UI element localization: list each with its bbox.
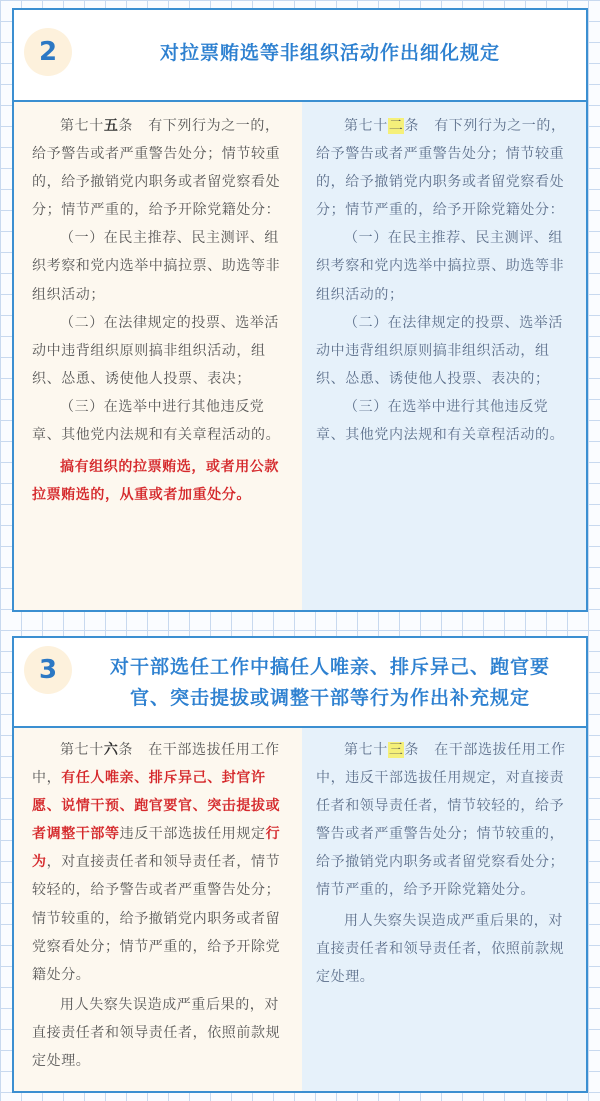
- article-label: 第七十: [60, 118, 104, 134]
- section-2: [12, 8, 588, 612]
- clause-3: （三）在选举中进行其他违反党章、其他党内法规和有关章程活动的。: [32, 398, 281, 444]
- section-title-line-2: 官、突击提拔或调整干部等行为作出补充规定: [129, 687, 530, 709]
- article-label-suffix: 条: [118, 118, 134, 134]
- article-number-highlight: 三: [388, 742, 404, 758]
- section-title: 对拉票贿选等非组织活动作出细化规定: [159, 42, 500, 64]
- article-number: 六: [103, 742, 119, 758]
- clause-2: （二）在法律规定的投票、选举活动中违背组织原则搞非组织活动，组织、怂恿、诱使他人投票、表决的；: [316, 314, 563, 387]
- article-paragraph-2: 用人失察失误造成严重后果的，对直接责任者和领导责任者，依照前款规定处理。: [316, 912, 565, 985]
- article-label-suffix: 条: [404, 118, 420, 134]
- section-number-badge: 3: [24, 646, 72, 694]
- section-number-badge: 2: [24, 28, 72, 76]
- added-text-highlight: 有任人唯亲、排斥异己、封官许愿、说情干预、跑官要官、突击提拔或者调整干部等: [32, 770, 281, 843]
- old-article-column: [302, 102, 586, 610]
- section-3-header: [14, 638, 586, 728]
- section-title-line-1: 对干部选任工作中搞任人唯亲、排斥异己、跑官要: [109, 656, 550, 678]
- article-text: ，对直接责任者和领导责任者，情节较轻的，给予警告或者严重警告处分；情节较重的，给予撤销党内职务或者留党察看处分；情节严重的，给予开除党籍处分。: [32, 854, 281, 983]
- article-paragraph: [316, 736, 574, 905]
- clause-2: （二）在法律规定的投票、选举活动中违背组织原则搞非组织活动，组织、怂恿、诱使他人投票、表决；: [32, 314, 279, 387]
- article-text: 在干部选拔任用工作中，违反干部选拔任用规定，对直接责任者和领导责任者，情节较轻的，给予警告或者严重警告处分；情节较重的，给予撤销党内职务或者留党察看处分；情节严重的，给予开除党籍处分。: [316, 742, 566, 899]
- article-text: 违反干部选拔任用规定: [119, 826, 266, 843]
- article-paragraph: [32, 112, 292, 224]
- article-label-suffix: 条: [404, 742, 420, 758]
- clause-1: （一）在民主推荐、民主测评、组织考察和党内选举中搞拉票、助选等非组织活动；: [32, 230, 281, 303]
- article-paragraph-2: 用人失察失误造成严重后果的，对直接责任者和领导责任者，依照前款规定处理。: [32, 996, 281, 1070]
- article-text: 有下列行为之一的，给予警告或者严重警告处分；情节较重的，给予撤销党内职务或者留党察看处分；情节严重的，给予开除党籍处分：: [316, 118, 566, 219]
- section-title: [84, 652, 576, 714]
- article-number-highlight: 二: [388, 118, 404, 134]
- article-text: 有下列行为之一的，给予警告或者严重警告处分；情节较重的，给予撤销党内职务或者留党察看处分；情节严重的，给予开除党籍处分：: [32, 118, 281, 219]
- old-article-column: [302, 728, 586, 1091]
- clause-1: （一）在民主推荐、民主测评、组织考察和党内选举中搞拉票、助选等非组织活动的；: [316, 230, 565, 303]
- section-3: [12, 636, 588, 1093]
- section-2-header: [14, 10, 586, 102]
- article-label: 第七十: [344, 742, 388, 758]
- article-label-suffix: 条: [118, 742, 134, 758]
- added-text-highlight: 行为: [32, 826, 281, 871]
- article-paragraph: [316, 112, 574, 224]
- new-article-column: [14, 728, 302, 1091]
- new-article-column: [14, 102, 302, 610]
- article-paragraph: [32, 736, 292, 989]
- clause-3: （三）在选举中进行其他违反党章、其他党内法规和有关章程活动的。: [316, 398, 565, 444]
- article-label: 第七十: [60, 742, 104, 758]
- article-text: 在干部选拔任用工作中，: [32, 742, 280, 787]
- added-clause: 搞有组织的拉票贿选，或者用公款拉票贿选的，从重或者加重处分。: [32, 459, 279, 504]
- article-number: 五: [103, 118, 119, 134]
- article-label: 第七十: [344, 118, 388, 134]
